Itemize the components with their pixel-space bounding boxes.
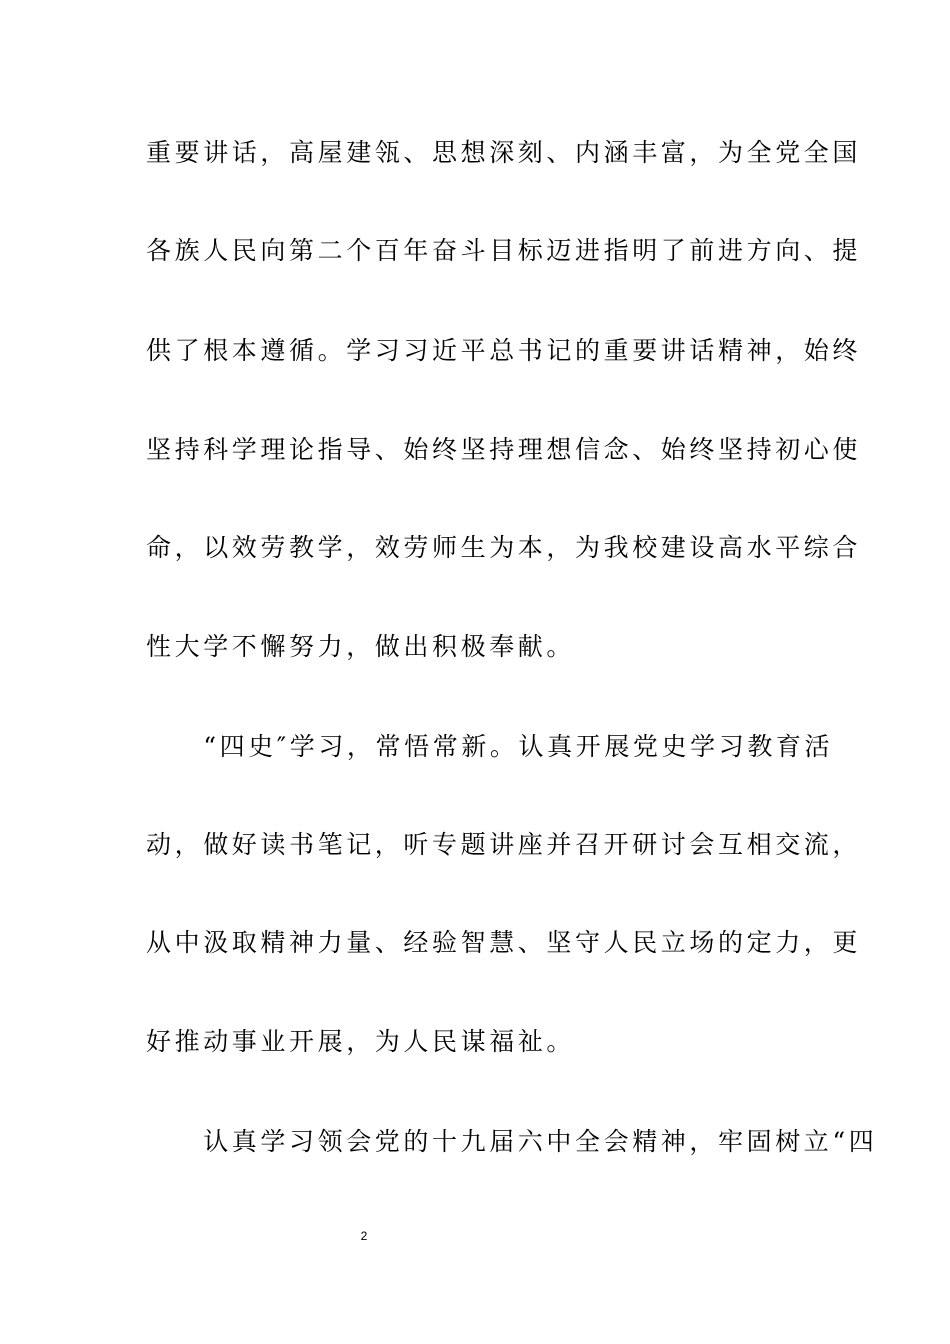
text-line-1: 重要讲话，高屋建瓴、思想深刻、内涵丰富，为全党全国: [146, 138, 862, 167]
text-line-7: “四史″学习，常悟常新。认真开展党史学习教育活: [146, 732, 834, 761]
text-line-6: 性大学不懈努力，做出积极奉献。: [146, 632, 576, 661]
text-line-3: 供了根本遵循。学习习近平总书记的重要讲话精神，始终: [146, 336, 862, 365]
text-line-2: 各族人民向第二个百年奋斗目标迈进指明了前进方向、提: [146, 236, 862, 265]
page-number: 2: [360, 1229, 368, 1243]
text-line-8: 动，做好读书笔记，听专题讲座并召开研讨会互相交流，: [146, 830, 862, 859]
text-line-9: 从中汲取精神力量、经验智慧、坚守人民立场的定力，更: [146, 928, 862, 957]
text-line-4: 坚持科学理论指导、始终坚持理想信念、始终坚持初心使: [146, 435, 862, 464]
text-line-10: 好推动事业开展，为人民谋福祉。: [146, 1027, 576, 1056]
text-line-5: 命，以效劳教学，效劳师生为本，为我校建设高水平综合: [146, 533, 862, 562]
text-line-11: 认真学习领会党的十九届六中全会精神，牢固树立“四: [146, 1127, 878, 1156]
